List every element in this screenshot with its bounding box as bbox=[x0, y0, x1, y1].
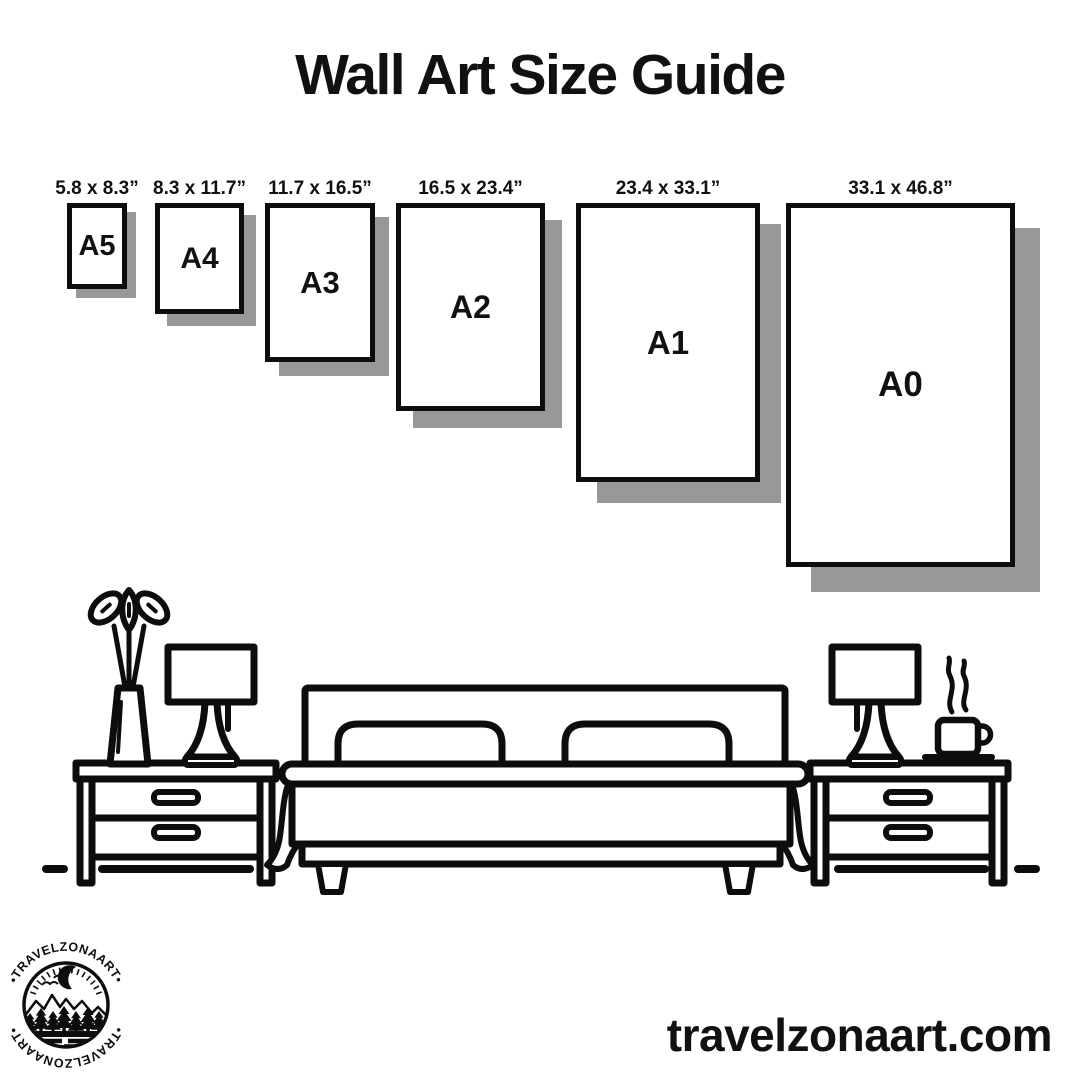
vase-flowers-icon bbox=[85, 588, 172, 764]
bedroom-scene-icon bbox=[40, 580, 1040, 900]
poster-a4 bbox=[153, 178, 246, 314]
poster-a5-label: A5 bbox=[78, 229, 116, 262]
left-nightstand-icon bbox=[76, 763, 276, 883]
poster-a0-label: A0 bbox=[878, 365, 923, 404]
poster-a3 bbox=[265, 178, 375, 362]
coffee-cup-icon bbox=[925, 658, 992, 757]
left-lamp-icon bbox=[168, 647, 254, 765]
right-lamp-icon bbox=[832, 647, 918, 765]
poster-a2 bbox=[396, 178, 545, 411]
poster-a1-dimensions: 23.4 x 33.1” bbox=[615, 178, 721, 199]
poster-a4-label: A4 bbox=[180, 241, 219, 275]
poster-a5-dimensions: 5.8 x 8.3” bbox=[55, 178, 139, 199]
poster-a3-label: A3 bbox=[300, 264, 340, 300]
poster-a2-dimensions: 16.5 x 23.4” bbox=[418, 178, 523, 199]
badge-text-top: •TRAVELZONAART• bbox=[6, 939, 126, 986]
poster-a5 bbox=[55, 178, 139, 289]
poster-a2-label: A2 bbox=[450, 288, 491, 325]
poster-a0-dimensions: 33.1 x 46.8” bbox=[848, 178, 953, 199]
website-url: travelzonaart.com bbox=[666, 1009, 1052, 1061]
poster-a1-label: A1 bbox=[646, 323, 690, 361]
badge-text-bottom: •TRAVELZONAART• bbox=[6, 1024, 126, 1071]
poster-a3-dimensions: 11.7 x 16.5” bbox=[268, 178, 372, 199]
poster-a4-dimensions: 8.3 x 11.7” bbox=[153, 178, 246, 199]
poster-a1 bbox=[576, 178, 760, 482]
poster-a0 bbox=[786, 178, 1015, 567]
brand-logo-badge bbox=[4, 933, 130, 1071]
bed-icon bbox=[267, 688, 813, 892]
page-title: Wall Art Size Guide bbox=[295, 43, 785, 107]
right-nightstand-icon bbox=[810, 763, 1008, 883]
